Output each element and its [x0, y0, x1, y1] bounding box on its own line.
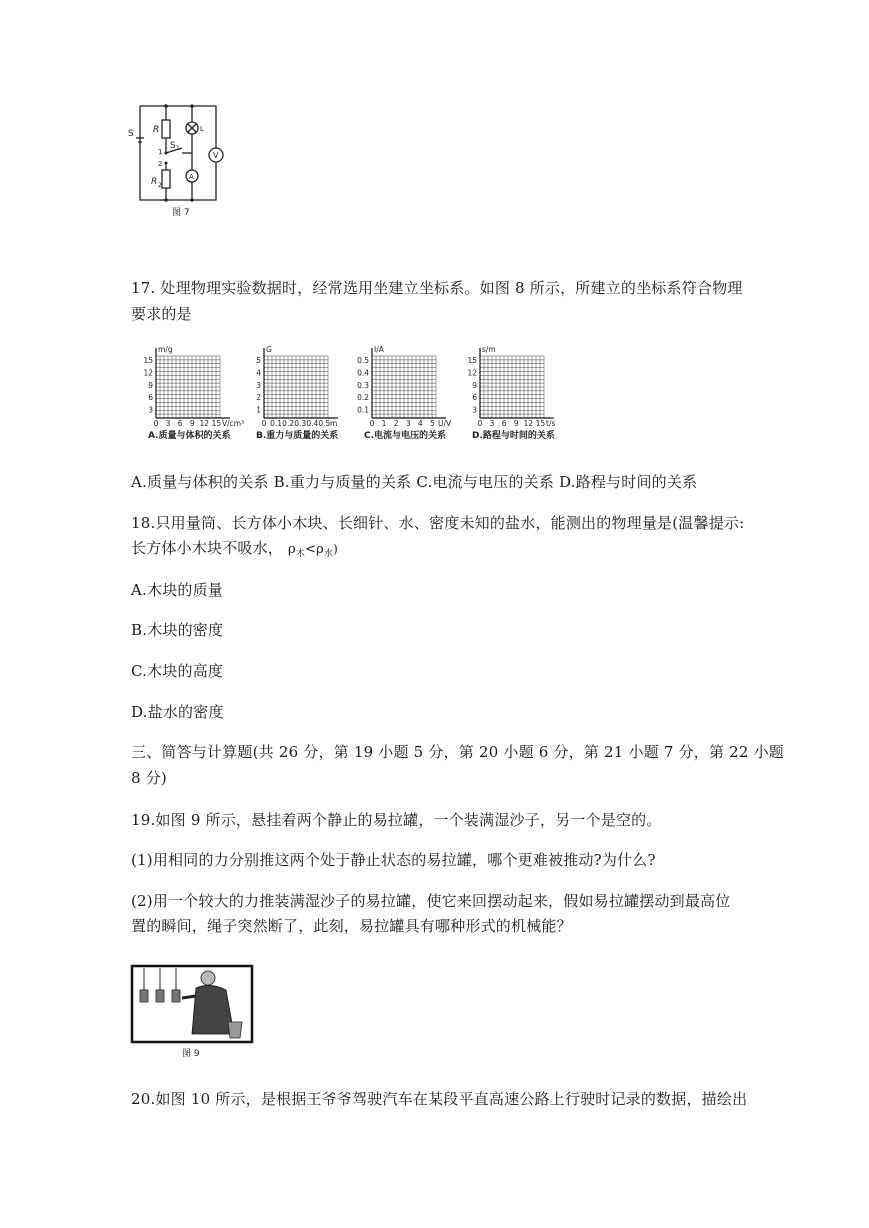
- label-lamp: L: [200, 125, 204, 133]
- graph-d-x-tick: 9: [513, 419, 519, 428]
- graph-c-y-unit: I/A: [374, 345, 384, 354]
- q19-part1: (1)用相同的力分别推这两个处于静止状态的易拉罐，哪个更难被推动?为什么?: [131, 851, 656, 869]
- graph-d-y-unit: s/m: [482, 345, 496, 354]
- graph-c-y-tick: 0.5: [357, 356, 369, 365]
- q19-line1: 19.如图 9 所示，悬挂着两个静止的易拉罐，一个装满湿沙子，另一个是空的。: [131, 811, 662, 829]
- graph-b-x-tick: 0.4: [306, 419, 319, 428]
- graph-b-x-tick: 0.3: [294, 419, 307, 428]
- graph-a: [143, 345, 244, 441]
- graph-c-x-tick: 4: [417, 419, 423, 428]
- graph-d-x-tick: 0: [477, 419, 483, 428]
- graph-c-x-tick: 5: [429, 419, 435, 428]
- q18-line2: [131, 539, 338, 564]
- q18-option-d: D.盐水的密度: [131, 703, 224, 721]
- graph-c-grid: [372, 356, 436, 418]
- label-s1: S: [170, 141, 176, 151]
- graph-c-x-tick: 2: [393, 419, 399, 428]
- q18-option-a: A.木块的质量: [131, 581, 224, 599]
- graph-c-x-unit: U/V: [438, 419, 452, 428]
- graph-b: [256, 345, 338, 441]
- graph-a-x-unit: V/cm³: [222, 419, 245, 428]
- graph-d-y-tick: 15: [467, 356, 477, 365]
- graph-d-y-tick: 12: [467, 368, 477, 378]
- figure-7-caption: 图 7: [172, 208, 190, 218]
- graph-d: [467, 345, 555, 441]
- graph-d-y-tick: 6: [472, 393, 477, 403]
- graph-a-x-tick: 9: [189, 419, 195, 428]
- rho-water-sub: 水: [323, 549, 334, 559]
- graph-a-y-unit: m/g: [158, 345, 173, 354]
- label-pos2: 2: [158, 160, 163, 168]
- q19-part2-line1: (2)用一个较大的力推装满湿沙子的易拉罐，使它来回摆动起来，假如易拉罐摆动到最高位: [131, 892, 731, 910]
- graph-b-y-tick: 4: [256, 368, 261, 378]
- rho-wood-sub: 木: [295, 549, 306, 559]
- graph-c-caption: C.电流与电压的关系: [364, 431, 447, 441]
- q18-option-b: B.木块的密度: [131, 621, 224, 639]
- label-r2: R: [151, 177, 158, 187]
- circuit-diagram: [126, 98, 236, 220]
- graph-c-y-tick: 0.2: [357, 393, 369, 403]
- graph-d-y-tick: 3: [472, 405, 477, 415]
- q18-line2-prefix: 长方体小木块不吸水，: [131, 539, 284, 557]
- figure-7: [126, 98, 236, 220]
- graph-a-y-tick: 12: [143, 368, 153, 378]
- graph-b-y-tick: 1: [256, 405, 261, 415]
- graph-c-x-tick: 3: [405, 419, 411, 428]
- graph-d-x-unit: t/s: [546, 419, 556, 428]
- graph-b-y-tick: 2: [256, 393, 261, 403]
- rho-water: ρ: [316, 542, 324, 557]
- graph-d-x-tick: 12: [523, 419, 534, 428]
- graph-c-y-tick: 0.1: [357, 405, 369, 415]
- graph-a-y-tick: 15: [143, 356, 153, 365]
- q17-line1: 17. 处理物理实验数据时，经常选用坐建立坐标系。如图 8 所示，所建立的坐标系符合物理: [131, 279, 743, 297]
- graph-a-x-tick: 3: [165, 419, 171, 428]
- q18-line1: 18.只用量筒、长方体小木块、长细针、水、密度未知的盐水，能测出的物理量是(温馨提示:: [131, 514, 745, 532]
- figure-9: [130, 964, 254, 1060]
- graph-b-y-tick: 3: [256, 380, 261, 390]
- graph-c-x-tick: 0: [369, 419, 375, 428]
- graph-d-grid: [480, 356, 544, 418]
- graph-b-x-tick: 0.5: [318, 419, 331, 428]
- graph-a-y-tick: 6: [148, 393, 153, 403]
- graph-b-x-tick: 0.2: [282, 419, 295, 428]
- q18-close: ): [333, 542, 339, 556]
- label-r1: R: [153, 125, 160, 135]
- label-s1-sub: 1: [176, 145, 180, 152]
- graph-c: [357, 345, 452, 441]
- graph-d-x-tick: 6: [501, 419, 507, 428]
- graph-a-x-tick: 0: [153, 419, 159, 428]
- graph-a-y-tick: 9: [148, 380, 153, 390]
- graph-a-x-tick: 6: [177, 419, 183, 428]
- graph-b-x-unit: m: [330, 419, 338, 428]
- graph-b-x-tick: 0: [261, 419, 267, 428]
- graph-a-y-tick: 3: [148, 405, 153, 415]
- figure-8-graphs: [140, 344, 570, 450]
- graph-b-y-unit: G: [266, 345, 272, 354]
- label-pos1: 1: [158, 148, 163, 156]
- graph-d-caption: D.路程与时间的关系: [472, 431, 555, 441]
- graph-b-y-tick: 5: [256, 356, 261, 365]
- graph-a-grid: [156, 356, 220, 418]
- graph-a-caption: A.质量与体积的关系: [148, 431, 231, 441]
- figure-9-caption: 图 9: [182, 1049, 200, 1059]
- section3-line2: 8 分): [131, 769, 167, 787]
- q20-line1: 20.如图 10 所示，是根据王爷爷驾驶汽车在某段平直高速公路上行驶时记录的数据，描绘出: [131, 1090, 748, 1108]
- q18-option-c: C.木块的高度: [131, 662, 224, 680]
- rho-wood: ρ: [287, 542, 296, 557]
- graph-d-y-tick: 9: [472, 380, 477, 390]
- graph-d-x-tick: 15: [535, 419, 546, 428]
- q17-options: A.质量与体积的关系 B.重力与质量的关系 C.电流与电压的关系 D.路程与时间的关系: [131, 473, 698, 491]
- less-than: <: [305, 542, 317, 557]
- figure-9-illustration: [130, 964, 254, 1060]
- figure-8: [140, 344, 570, 450]
- graph-b-x-tick: 0.1: [270, 419, 283, 428]
- label-s: S: [128, 129, 134, 139]
- graph-b-grid: [264, 356, 328, 418]
- graph-b-caption: B.重力与质量的关系: [256, 431, 339, 441]
- section3-line1: 三、简答与计算题(共 26 分，第 19 小题 5 分，第 20 小题 6 分，第 21 小题 7 分，第 22 小题: [131, 743, 785, 761]
- graph-a-x-tick: 15: [211, 419, 222, 428]
- graph-a-x-tick: 12: [199, 419, 210, 428]
- graph-c-x-tick: 1: [381, 419, 387, 428]
- graph-c-y-tick: 0.4: [357, 368, 369, 378]
- graph-d-x-tick: 3: [489, 419, 495, 428]
- q17-line2: 要求的是: [131, 305, 192, 323]
- graph-c-y-tick: 0.3: [357, 380, 369, 390]
- label-r2-sub: 2: [158, 182, 162, 189]
- q19-part2-line2: 置的瞬间，绳子突然断了，此刻，易拉罐具有哪种形式的机械能？: [131, 917, 572, 935]
- label-ammeter: A: [189, 173, 194, 181]
- label-voltmeter: V: [213, 151, 219, 160]
